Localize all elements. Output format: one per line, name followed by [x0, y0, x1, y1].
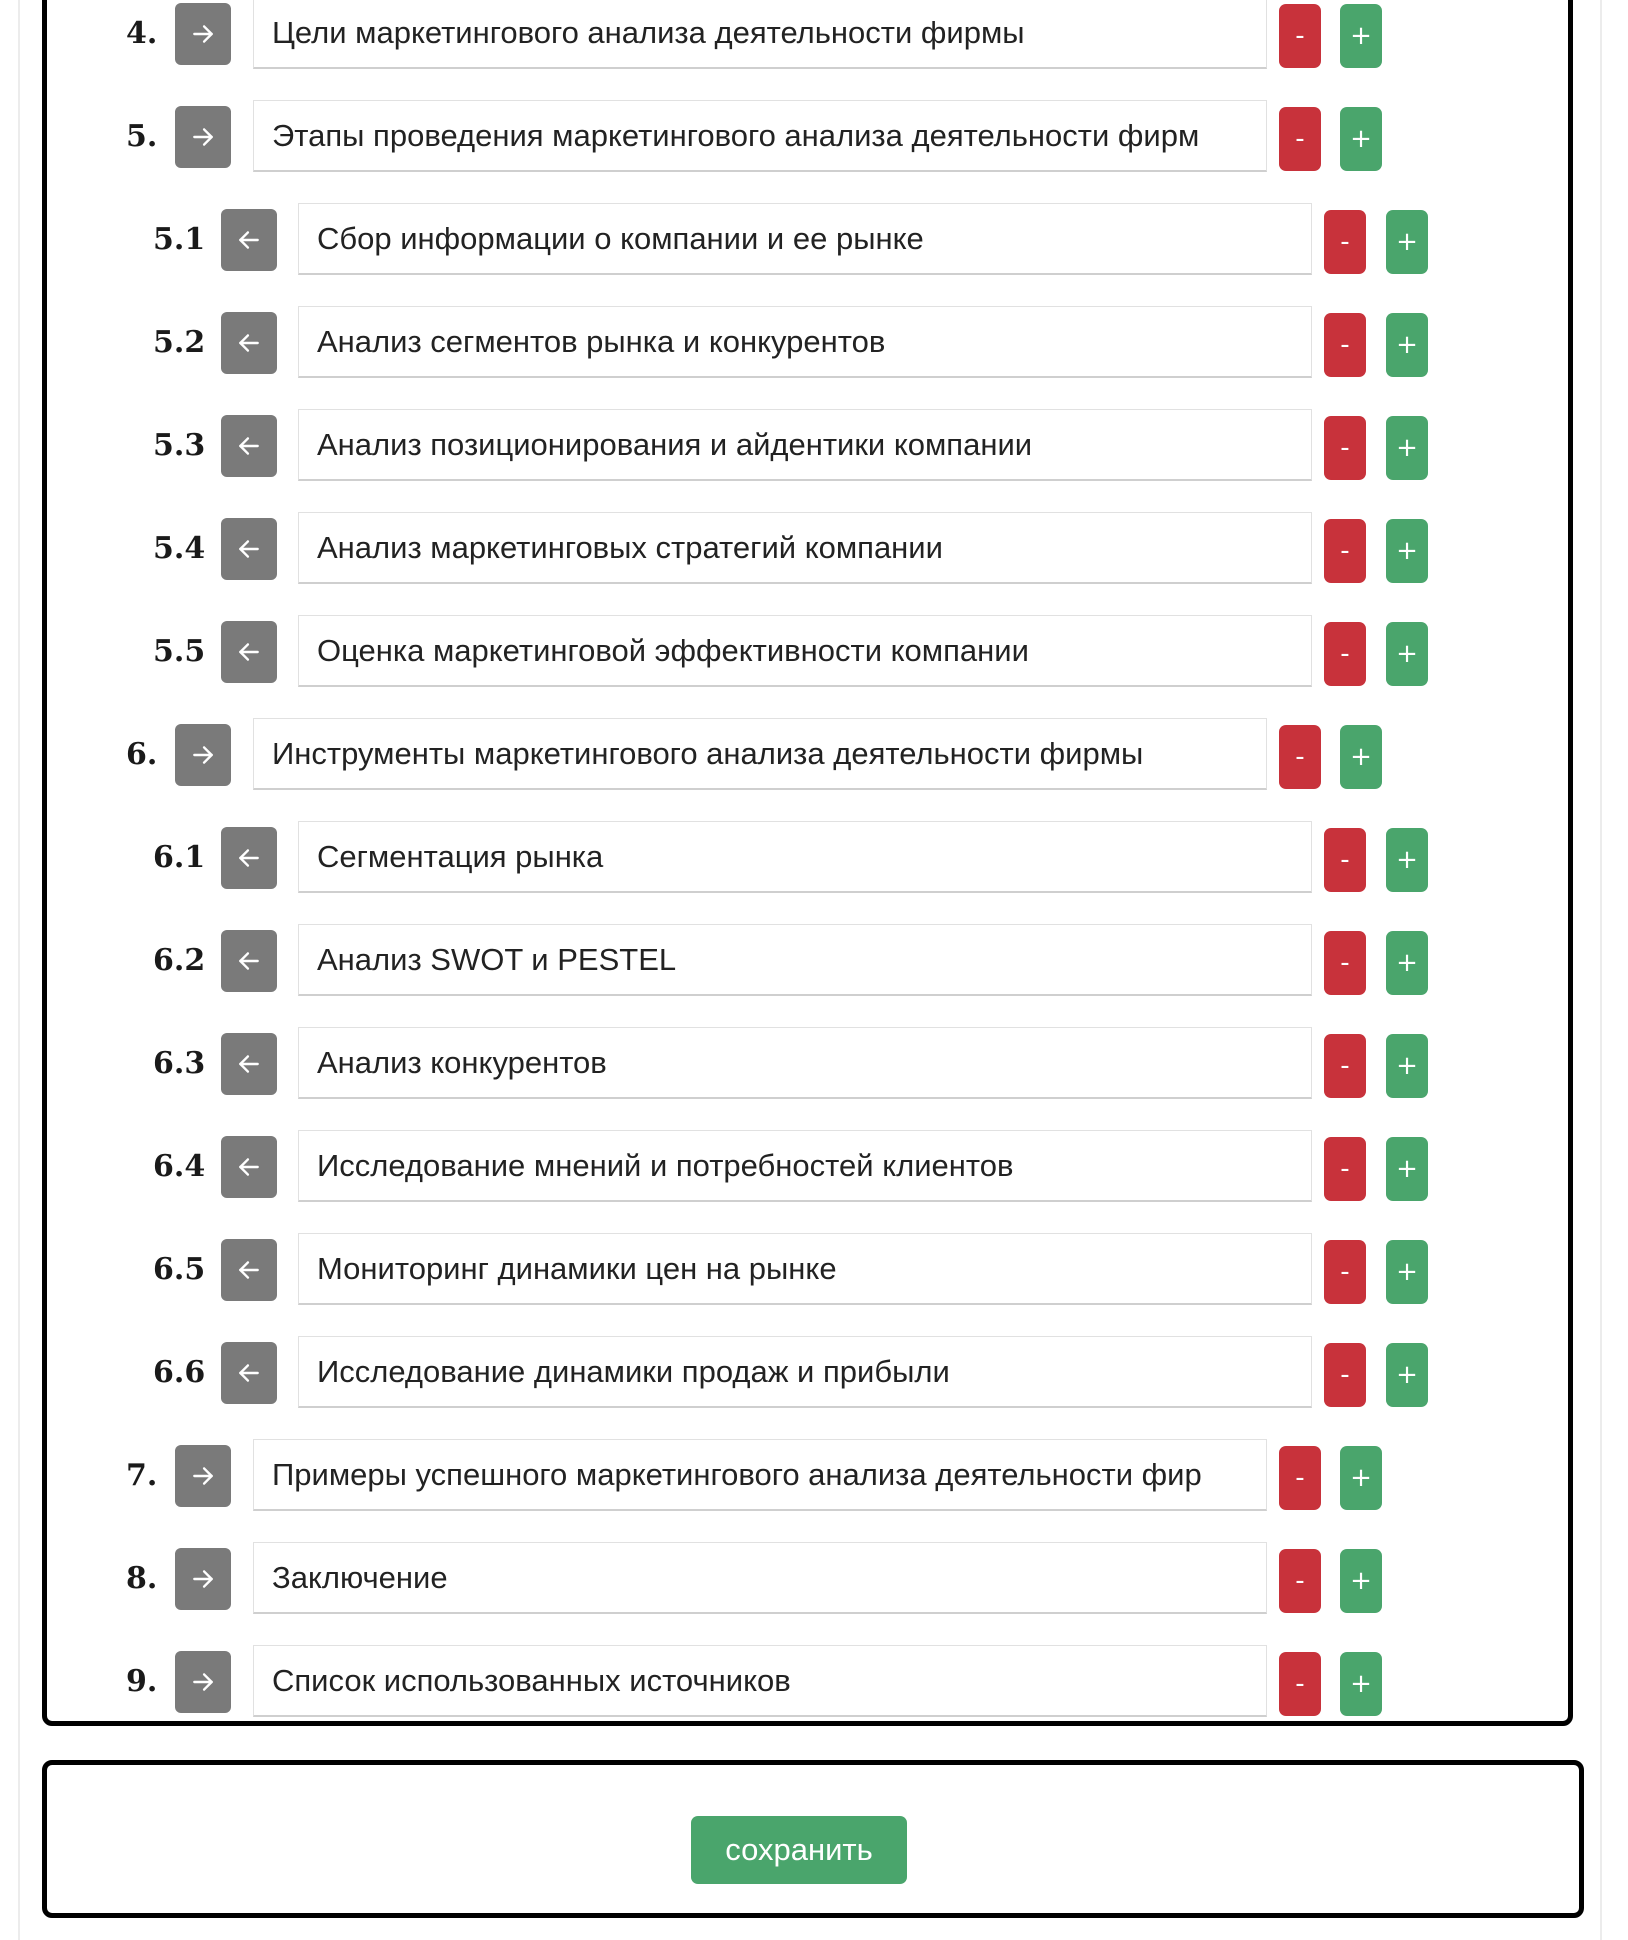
- add-item-button[interactable]: +: [1386, 931, 1428, 995]
- outdent-button[interactable]: [221, 209, 277, 271]
- outline-item-number: 5.5: [153, 634, 206, 669]
- outdent-button[interactable]: [221, 621, 277, 683]
- outdent-button[interactable]: [221, 312, 277, 374]
- outline-row: [0, 100, 1628, 174]
- remove-item-button[interactable]: -: [1279, 725, 1321, 789]
- add-item-button[interactable]: +: [1386, 622, 1428, 686]
- arrow-right-icon: [190, 124, 216, 150]
- outdent-button[interactable]: [221, 1239, 277, 1301]
- add-item-button[interactable]: +: [1340, 1549, 1382, 1613]
- remove-item-button[interactable]: -: [1324, 1240, 1366, 1304]
- outdent-button[interactable]: [221, 1342, 277, 1404]
- add-item-button[interactable]: +: [1386, 313, 1428, 377]
- outline-item-number: 4.: [126, 16, 158, 51]
- outdent-button[interactable]: [221, 518, 277, 580]
- outdent-button[interactable]: [221, 1136, 277, 1198]
- add-item-button[interactable]: +: [1340, 1446, 1382, 1510]
- outline-row: [0, 1027, 1628, 1101]
- outline-item-input[interactable]: Мониторинг динамики цен на рынке: [298, 1233, 1312, 1305]
- arrow-right-icon: [190, 742, 216, 768]
- outline-item-input[interactable]: Анализ конкурентов: [298, 1027, 1312, 1099]
- outline-item-number: 5.2: [153, 325, 206, 360]
- add-item-button[interactable]: +: [1386, 1137, 1428, 1201]
- add-item-button[interactable]: +: [1340, 725, 1382, 789]
- outline-item-number: 6.1: [153, 840, 206, 875]
- indent-button[interactable]: [175, 1445, 231, 1507]
- add-item-button[interactable]: +: [1340, 4, 1382, 68]
- outline-row: [0, 1233, 1628, 1307]
- add-item-button[interactable]: +: [1386, 1034, 1428, 1098]
- outdent-button[interactable]: [221, 827, 277, 889]
- outline-item-input[interactable]: Инструменты маркетингового анализа деятельности фирмы: [253, 718, 1267, 790]
- add-item-button[interactable]: +: [1386, 1240, 1428, 1304]
- outline-row: [0, 1130, 1628, 1204]
- remove-item-button[interactable]: -: [1324, 1137, 1366, 1201]
- outline-row: [0, 0, 1628, 71]
- outline-item-input[interactable]: Этапы проведения маркетингового анализа деятельности фирм: [253, 100, 1267, 172]
- outline-item-number: 5.3: [153, 428, 206, 463]
- arrow-left-icon: [236, 330, 262, 356]
- add-item-button[interactable]: +: [1340, 107, 1382, 171]
- save-button[interactable]: сохранить: [691, 1816, 907, 1884]
- add-item-button[interactable]: +: [1386, 828, 1428, 892]
- outline-item-input[interactable]: Список использованных источников: [253, 1645, 1267, 1717]
- outline-item-input[interactable]: Исследование динамики продаж и прибыли: [298, 1336, 1312, 1408]
- remove-item-button[interactable]: -: [1279, 107, 1321, 171]
- outline-item-number: 5.4: [153, 531, 206, 566]
- remove-item-button[interactable]: -: [1324, 519, 1366, 583]
- indent-button[interactable]: [175, 3, 231, 65]
- remove-item-button[interactable]: -: [1324, 210, 1366, 274]
- add-item-button[interactable]: +: [1386, 210, 1428, 274]
- indent-button[interactable]: [175, 724, 231, 786]
- indent-button[interactable]: [175, 1548, 231, 1610]
- outline-row: [0, 1542, 1628, 1616]
- outdent-button[interactable]: [221, 930, 277, 992]
- remove-item-button[interactable]: -: [1279, 4, 1321, 68]
- remove-item-button[interactable]: -: [1279, 1652, 1321, 1716]
- add-item-button[interactable]: +: [1386, 1343, 1428, 1407]
- outline-item-number: 5.1: [153, 222, 206, 257]
- remove-item-button[interactable]: -: [1324, 416, 1366, 480]
- outline-row: [0, 1336, 1628, 1410]
- arrow-left-icon: [236, 433, 262, 459]
- outline-item-input[interactable]: Заключение: [253, 1542, 1267, 1614]
- arrow-left-icon: [236, 1154, 262, 1180]
- outline-item-number: 6.3: [153, 1046, 206, 1081]
- outline-item-input[interactable]: Цели маркетингового анализа деятельности фирмы: [253, 0, 1267, 69]
- outline-item-input[interactable]: Анализ сегментов рынка и конкурентов: [298, 306, 1312, 378]
- arrow-left-icon: [236, 639, 262, 665]
- outline-item-input[interactable]: Исследование мнений и потребностей клиентов: [298, 1130, 1312, 1202]
- remove-item-button[interactable]: -: [1324, 313, 1366, 377]
- arrow-right-icon: [190, 1566, 216, 1592]
- outline-row: [0, 409, 1628, 483]
- outline-item-number: 8.: [126, 1561, 158, 1596]
- outline-item-number: 6.: [126, 737, 158, 772]
- arrow-left-icon: [236, 1360, 262, 1386]
- arrow-left-icon: [236, 948, 262, 974]
- remove-item-button[interactable]: -: [1324, 1343, 1366, 1407]
- outline-item-number: 6.2: [153, 943, 206, 978]
- arrow-right-icon: [190, 21, 216, 47]
- outline-item-input[interactable]: Сбор информации о компании и ее рынке: [298, 203, 1312, 275]
- remove-item-button[interactable]: -: [1279, 1446, 1321, 1510]
- outline-row: [0, 512, 1628, 586]
- outline-row: [0, 1439, 1628, 1513]
- remove-item-button[interactable]: -: [1324, 622, 1366, 686]
- outline-item-number: 5.: [126, 119, 158, 154]
- outline-item-number: 7.: [126, 1458, 158, 1493]
- outline-item-number: 6.6: [153, 1355, 206, 1390]
- remove-item-button[interactable]: -: [1279, 1549, 1321, 1613]
- add-item-button[interactable]: +: [1386, 416, 1428, 480]
- outline-item-input[interactable]: Примеры успешного маркетингового анализа деятельности фир: [253, 1439, 1267, 1511]
- outline-item-input[interactable]: Сегментация рынка: [298, 821, 1312, 893]
- outline-item-input[interactable]: Анализ позиционирования и айдентики компании: [298, 409, 1312, 481]
- outdent-button[interactable]: [221, 1033, 277, 1095]
- outline-item-input[interactable]: Оценка маркетинговой эффективности компании: [298, 615, 1312, 687]
- outline-row: [0, 718, 1628, 792]
- add-item-button[interactable]: +: [1340, 1652, 1382, 1716]
- arrow-left-icon: [236, 1051, 262, 1077]
- outline-row: [0, 924, 1628, 998]
- outline-item-number: 6.4: [153, 1149, 206, 1184]
- remove-item-button[interactable]: -: [1324, 828, 1366, 892]
- outline-row: [0, 615, 1628, 689]
- outline-row: [0, 203, 1628, 277]
- arrow-right-icon: [190, 1463, 216, 1489]
- outline-row: [0, 306, 1628, 380]
- outline-item-number: 6.5: [153, 1252, 206, 1287]
- outline-item-input[interactable]: Анализ маркетинговых стратегий компании: [298, 512, 1312, 584]
- add-item-button[interactable]: +: [1386, 519, 1428, 583]
- arrow-right-icon: [190, 1669, 216, 1695]
- arrow-left-icon: [236, 227, 262, 253]
- outline-row: [0, 821, 1628, 895]
- arrow-left-icon: [236, 1257, 262, 1283]
- indent-button[interactable]: [175, 1651, 231, 1713]
- indent-button[interactable]: [175, 106, 231, 168]
- outline-item-number: 9.: [126, 1664, 158, 1699]
- outline-item-input[interactable]: Анализ SWOT и PESTEL: [298, 924, 1312, 996]
- remove-item-button[interactable]: -: [1324, 931, 1366, 995]
- outline-row: [0, 1645, 1628, 1719]
- remove-item-button[interactable]: -: [1324, 1034, 1366, 1098]
- outdent-button[interactable]: [221, 415, 277, 477]
- arrow-left-icon: [236, 536, 262, 562]
- arrow-left-icon: [236, 845, 262, 871]
